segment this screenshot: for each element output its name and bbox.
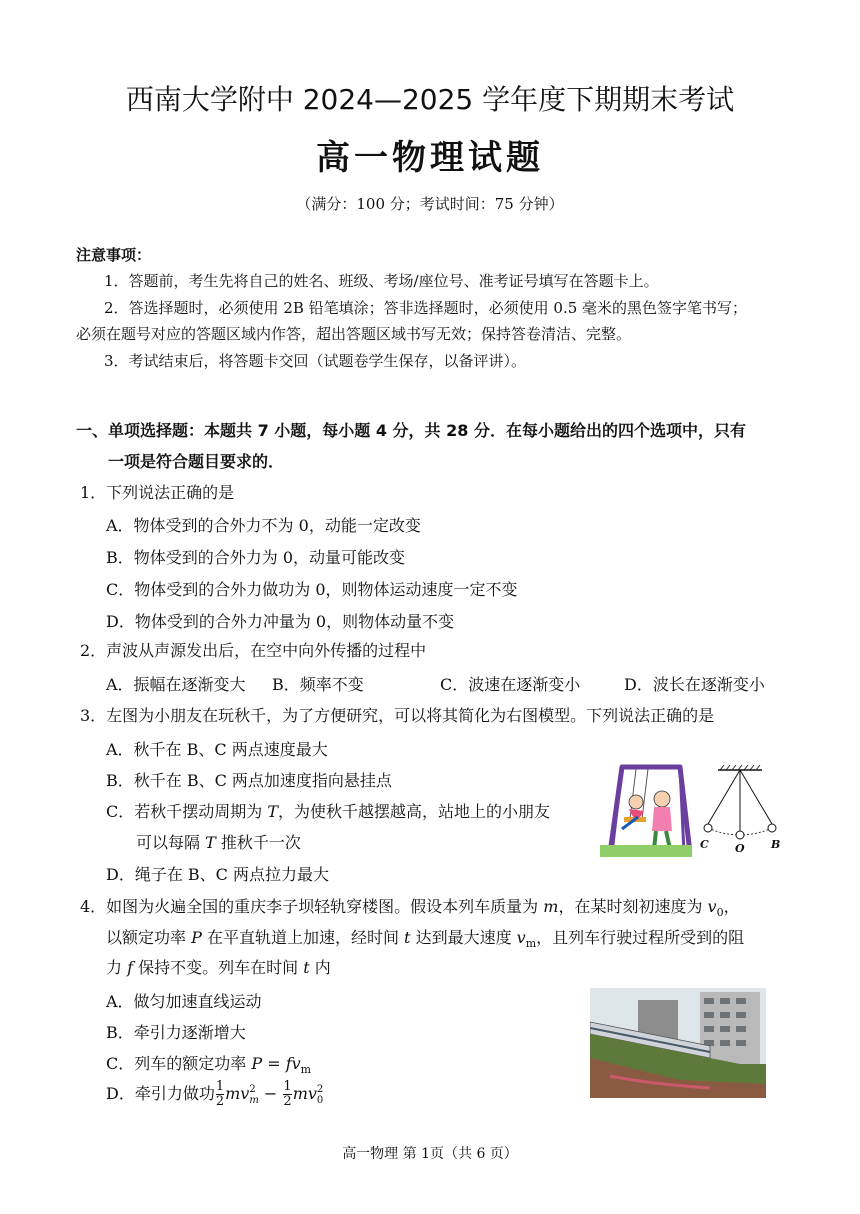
point-b-label: B	[771, 838, 781, 851]
q4-stem-line-1: 4．如图为火遍全国的重庆李子坝轻轨穿楼图。假设本列车质量为 m，在某时刻初速度为 $v_0$，	[80, 897, 740, 920]
q2-option-a: A．振幅在逐渐变大	[106, 675, 246, 694]
q1-option-b: B．物体受到的合外力为 0，动量可能改变	[106, 548, 406, 567]
exam-info: （满分：100 分；考试时间：75 分钟）	[296, 195, 564, 213]
q4-option-d: D．牵引力做功 $\frac{1}{2}$ mv 2 m − $\frac{1}{2}$ mv 2 0	[106, 1079, 324, 1109]
section-heading-cont: 一项是符合题目要求的．	[108, 452, 285, 471]
notice-item-2-cont: 必须在题号对应的答题区域内作答，超出答题区域书写无效；保持答卷清洁、完整。	[76, 325, 632, 343]
page-footer: 高一物理 第 1页（共 6 页）	[342, 1146, 518, 1162]
q1-stem: 1．下列说法正确的是	[80, 483, 235, 502]
fraction-half-2: $\frac{1}{2}$	[283, 1079, 292, 1109]
q1-option-d: D．物体受到的合外力冲量为 0，则物体动量不变	[106, 612, 455, 631]
q2-option-b: B．频率不变	[272, 675, 364, 694]
exam-title: 西南大学附中 2024—2025 学年度下期期末考试	[125, 83, 735, 116]
q3-option-d: D．绳子在 B、C 两点拉力最大	[106, 865, 330, 884]
notice-item-3: 3．考试结束后，将答题卡交回（试题卷学生保存，以备评讲）。	[104, 352, 527, 370]
q2-option-d: D．波长在逐渐变小	[624, 675, 765, 694]
q2-option-c: C．波速在逐渐变小	[440, 675, 581, 694]
q3-option-c: C．若秋千摆动周期为 T，为使秋千越摆越高，站地上的小朋友	[106, 802, 551, 821]
q3-option-c-cont: 可以每隔 T 推秋千一次	[136, 833, 301, 852]
q4-stem-line-3: 力 f 保持不变。列车在时间 t 内	[106, 958, 331, 977]
fraction-half: $\frac{1}{2}$	[215, 1079, 225, 1109]
section-heading: 一、单项选择题：本题共 7 小题，每小题 4 分，共 28 分．在每小题给出的四个选项中，只有	[76, 421, 746, 440]
q4-option-a: A．做匀加速直线运动	[106, 992, 262, 1011]
train-through-building-photo	[590, 988, 766, 1098]
notice-item-2: 2．答选择题时，必须使用 2B 铅笔填涂；答非选择题时，必须使用 0.5 毫米的黑色签字笔书写；	[104, 299, 748, 317]
q2-stem: 2．声波从声源发出后，在空中向外传播的过程中	[80, 641, 427, 660]
notice-heading: 注意事项：	[76, 246, 152, 264]
q3-option-b: B．秋千在 B、C 两点加速度指向悬挂点	[106, 771, 392, 790]
point-c-label: C	[700, 838, 709, 851]
point-o-label: O	[735, 842, 745, 855]
swing-children-image	[600, 757, 692, 857]
q4-option-c: C．列车的额定功率 $P = fv_m$	[106, 1054, 312, 1077]
notice-item-1: 1．答题前，考生先将自己的姓名、班级、考场/座位号、准考证号填写在答题卡上。	[104, 272, 659, 290]
q4-stem-line-2: 以额定功率 P 在平直轨道上加速，经时间 t 达到最大速度 $v_m$，且列车行驶过程所受到的阻	[106, 928, 745, 951]
pendulum-model-diagram	[696, 764, 786, 856]
q1-option-a: A．物体受到的合外力不为 0，动能一定改变	[106, 516, 421, 535]
q4-option-b: B．牵引力逐渐增大	[106, 1023, 246, 1042]
subject-title: 高一物理试题	[316, 138, 544, 178]
q1-option-c: C．物体受到的合外力做功为 0，则物体运动速度一定不变	[106, 580, 518, 599]
q3-stem: 3．左图为小朋友在玩秋千，为了方便研究，可以将其简化为右图模型。下列说法正确的是	[80, 706, 715, 725]
q3-option-a: A．秋千在 B、C 两点速度最大	[106, 740, 328, 759]
